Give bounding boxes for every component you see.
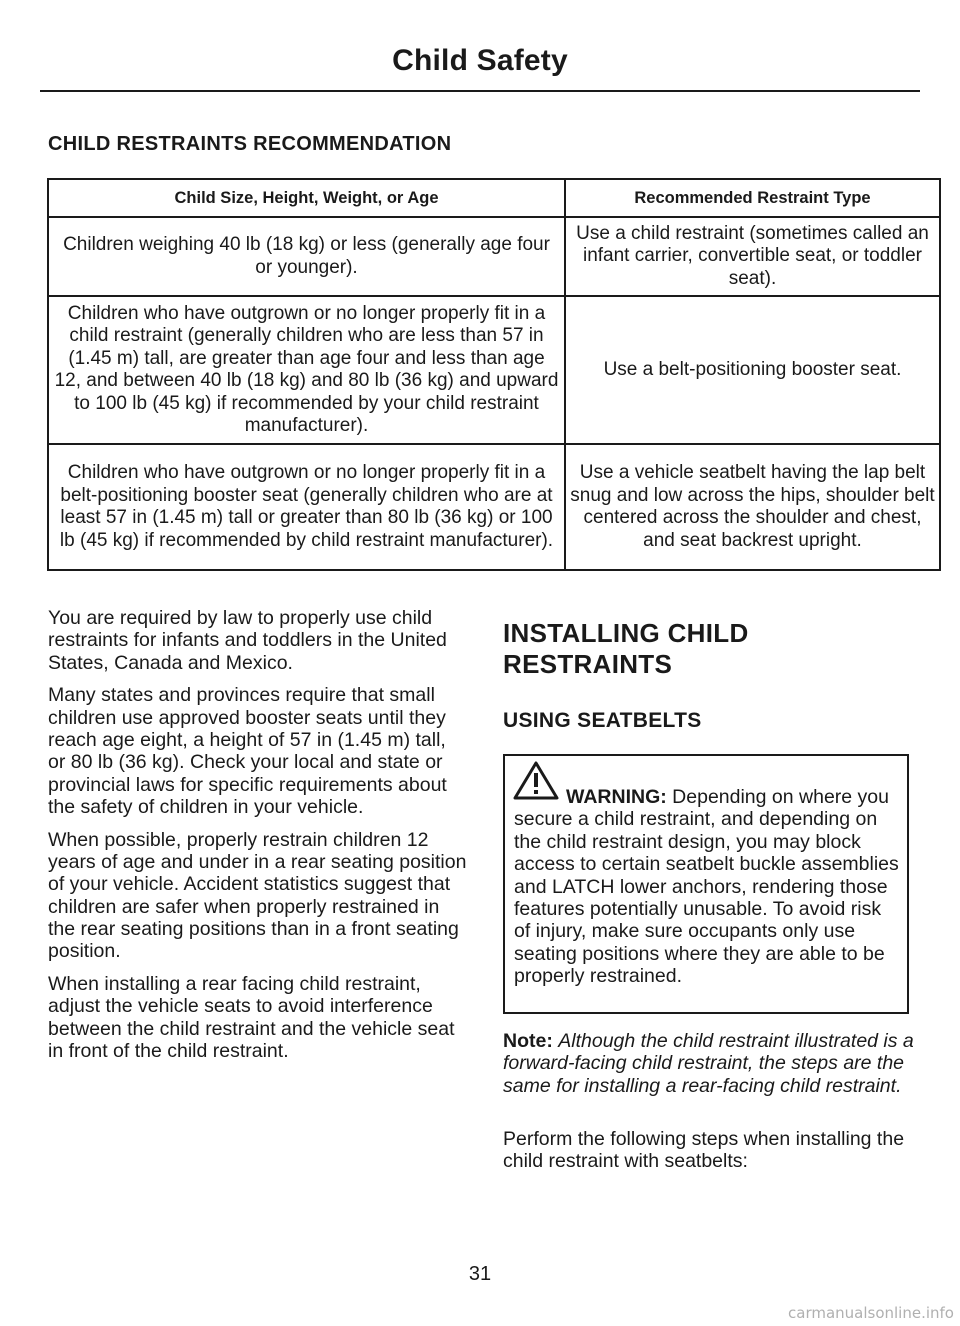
table-cell-size: Children weighing 40 lb (18 kg) or less (generally age four or younger). <box>48 217 565 296</box>
warning-box <box>503 754 909 1014</box>
body-paragraph: Many states and provinces require that small children use approved booster seats until they reach age eight, a height of 57 in (1.45 m) tall, or 80 lb (36 kg). Check your local and state or provincial laws for specific requirements about the safety of children in your vehicle. <box>48 684 447 818</box>
section-heading-line1: INSTALLING CHILD <box>503 618 749 648</box>
table-cell-restraint: Use a vehicle seatbelt having the lap belt snug and low across the hips, shoulder belt centered across the shoulder and chest, and seat backrest upright. <box>565 444 940 570</box>
page-header-title: Child Safety <box>392 44 568 77</box>
body-paragraph: When installing a rear facing child restraint, adjust the vehicle seats to avoid interference between the child restraint and the vehicle seat in front of the child restraint. <box>48 972 455 1062</box>
recommendation-table <box>47 178 941 571</box>
body-paragraph: When possible, properly restrain children 12 years of age and under in a rear seating position of your vehicle. Accident statistics suggest that children are safer when properly restrained in the rear seating positions than in a front seating position. <box>48 828 467 963</box>
table-cell-size: Children who have outgrown or no longer properly fit in a child restraint (generally children who are less than 57 in (1.45 m) tall, are greater than age four and less than age 12, and between 40 lb (18 kg) and 80 lb (36 kg) and upward to 100 lb (45 kg) if recommended by your child restraint manufacturer). <box>48 296 565 444</box>
note-text: Although the child restraint illustrated is a forward-facing child restraint, the steps are the same for installing a rear-facing child restraint. <box>503 1030 914 1097</box>
warning-text: Depending on where you secure a child restraint, and depending on the child restraint design, you may block access to certain seatbelt buckle assemblies and LATCH lower anchors, rendering those features potentially unusable. To avoid risk of injury, make sure occupants only use seating positions where they are able to be properly restrained. <box>514 786 899 988</box>
warning-label: WARNING: <box>566 786 667 808</box>
instruction-paragraph: Perform the following steps when installing the child restraint with seatbelts: <box>503 1128 905 1173</box>
table-cell-size: Children who have outgrown or no longer properly fit in a belt-positioning booster seat (generally children who are at least 57 in (1.45 m) tall or greater than 80 lb (36 kg) or 100 lb (45 kg) if recommended by child restraint manufacturer). <box>48 444 565 570</box>
table-cell-restraint: Use a child restraint (sometimes called an infant carrier, convertible seat, or toddler seat). <box>565 217 940 296</box>
warning-triangle-icon <box>512 760 560 800</box>
table-row <box>48 444 940 570</box>
table-header-restraint: Recommended Restraint Type <box>565 179 940 217</box>
section-heading-line2: RESTRAINTS <box>503 649 673 679</box>
note-label: Note: <box>503 1030 553 1052</box>
section-title: CHILD RESTRAINTS RECOMMENDATION <box>48 133 452 155</box>
left-column <box>48 607 468 1073</box>
page-number: 31 <box>468 1263 492 1285</box>
header-divider <box>40 90 920 92</box>
table-header-row <box>48 179 940 217</box>
watermark: carmanualsonline.info <box>788 1304 954 1322</box>
warning-content <box>514 760 899 988</box>
note-paragraph <box>503 1030 915 1097</box>
table-row <box>48 217 940 296</box>
subsection-heading: USING SEATBELTS <box>503 709 702 732</box>
body-paragraph: You are required by law to properly use child restraints for infants and toddlers in the United States, Canada and Mexico. <box>48 607 447 674</box>
right-column <box>503 618 914 1173</box>
table-header-size: Child Size, Height, Weight, or Age <box>48 179 565 217</box>
table-cell-restraint: Use a belt-positioning booster seat. <box>565 296 940 444</box>
table-row <box>48 296 940 444</box>
